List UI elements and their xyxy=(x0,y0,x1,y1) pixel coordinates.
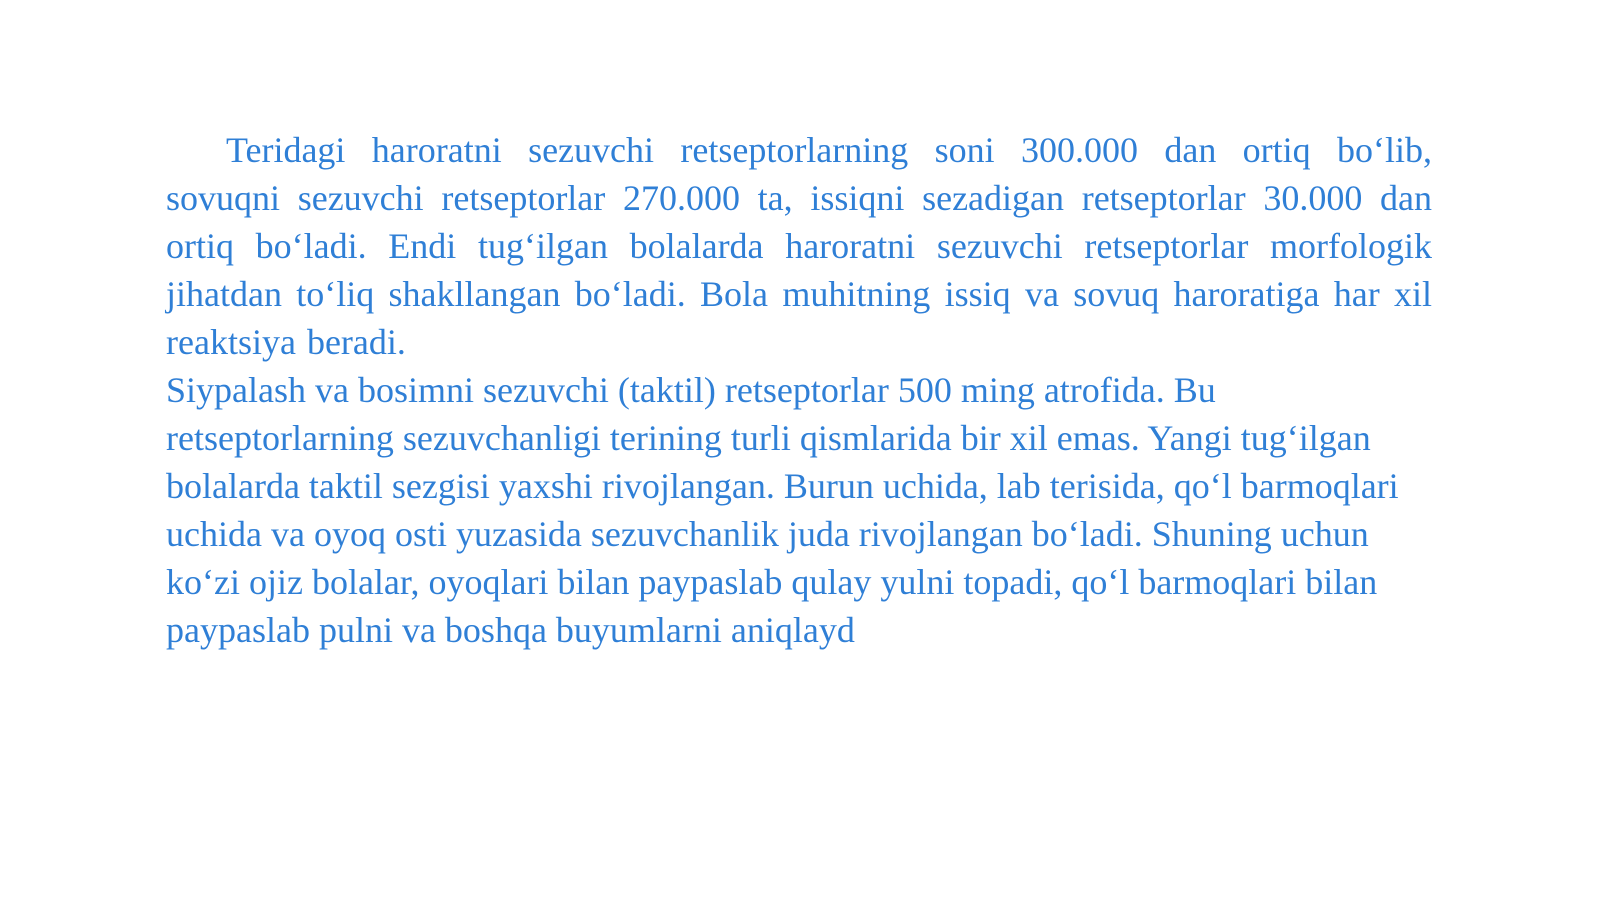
paragraph-tactile-receptors: Siypalash va bosimni sezuvchi (taktil) retseptorlar 500 ming atrofida. Bu retseptorlarning sezuvchanligi terining turli qismlarida bir xil emas. Yangi tug‘ilgan bolalarda taktil sezgisi yaxshi rivojlangan. Burun uchida, lab terisida, qo‘l barmoqlari uchida va oyoq osti yuzasida sezuvchanlik juda rivojlangan bo‘ladi. Shuning uchun ko‘zi ojiz bolalar, oyoqlari bilan paypaslab qulay yulni topadi, qo‘l barmoqlari bilan paypaslab pulni va boshqa buyumlarni aniqlayd xyxy=(166,370,1399,650)
slide-text-block xyxy=(166,126,1432,654)
paragraph-thermoreceptors: Teridagi haroratni sezuvchi retseptorlarning soni 300.000 dan ortiq bo‘lib, sovuqni sezuvchi retseptorlar 270.000 ta, issiqni sezadigan retseptorlar 30.000 dan ortiq bo‘ladi. Endi tug‘ilgan bolalarda haroratni sezuvchi retseptorlar morfologik jihatdan to‘liq shakllangan bo‘ladi. Bola muhitning issiq va sovuq haroratiga har xil reaktsiya beradi. xyxy=(166,130,1432,362)
